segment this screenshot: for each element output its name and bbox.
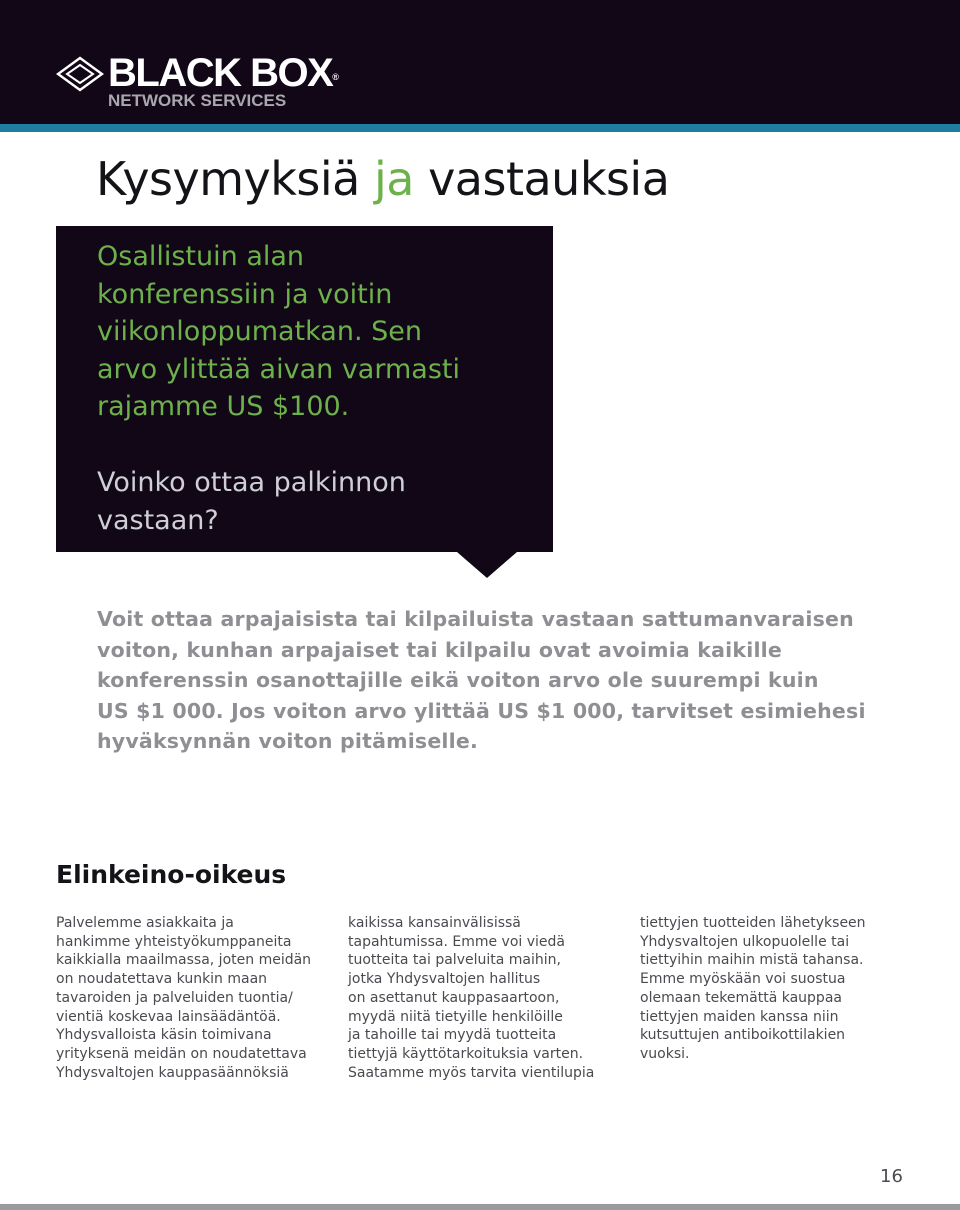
body-column-1: Palvelemme asiakkaita ja hankimme yhteistyökumppaneita kaikkialla maailmassa, joten meidän on noudatettava kunkin maan tavaroiden ja palveluiden tuontia/ vientiä koskevaa lainsäädäntöä. Yhdysvalloista käsin toimivana yrityksenä meidän on noudatettava Yhdysvaltojen kauppasäännöksiä xyxy=(56,915,312,1081)
page-title: Kysymyksiä ja vastauksia xyxy=(96,152,670,206)
callout-pointer xyxy=(457,552,517,578)
body-column-3: tiettyjen tuotteiden lähetykseen Yhdysvaltojen ulkopuolelle tai tiettyihin maihin mistä tahansa. Emme myöskään voi suostua olemaan tekemättä kauppaa tiettyjen maiden kanssa niin kutsuttujen antiboikottilakien vuoksi. xyxy=(640,915,866,1062)
question-text: Voinko ottaa palkinnon vastaan? xyxy=(97,467,406,536)
footer-rule xyxy=(0,1204,960,1210)
title-accent-word: ja xyxy=(373,152,414,206)
page-number: 16 xyxy=(880,1166,903,1187)
diamond-logo-icon xyxy=(56,56,104,92)
answer-text: Voit ottaa arpajaisista tai kilpailuista vastaan sattumanvaraisen voiton, kunhan arpajaiset tai kilpailu ovat avoimia kaikille konferenssin osanottajille eikä voiton arvo ole suurempi kuin US $1 000. Jos voiton arvo ylittää US $1 000, tarvitset esimiehesi hyväksynnän voiton pitämiselle. xyxy=(97,607,866,753)
logo-wordmark: BLACK BOX® xyxy=(108,51,339,95)
logo-subtitle: NETWORK SERVICES xyxy=(108,91,287,110)
body-column-2: kaikissa kansainvälisissä tapahtumissa. Emme voi viedä tuotteita tai palveluita maihin, jotka Yhdysvaltojen hallitus on asettanut kauppasaartoon, myydä niitä tietyille henkilöille ja tahoille tai myydä tuotteita tiettyjä käyttötarkoituksia varten. Saatamme myös tarvita vientilupia xyxy=(348,915,595,1081)
header-stripe xyxy=(0,124,960,132)
section-heading: Elinkeino-oikeus xyxy=(56,860,287,889)
question-statement: Osallistuin alan konferenssiin ja voitin viikonloppumatkan. Sen arvo ylittää aivan varmasti rajamme US $100. xyxy=(97,241,460,422)
